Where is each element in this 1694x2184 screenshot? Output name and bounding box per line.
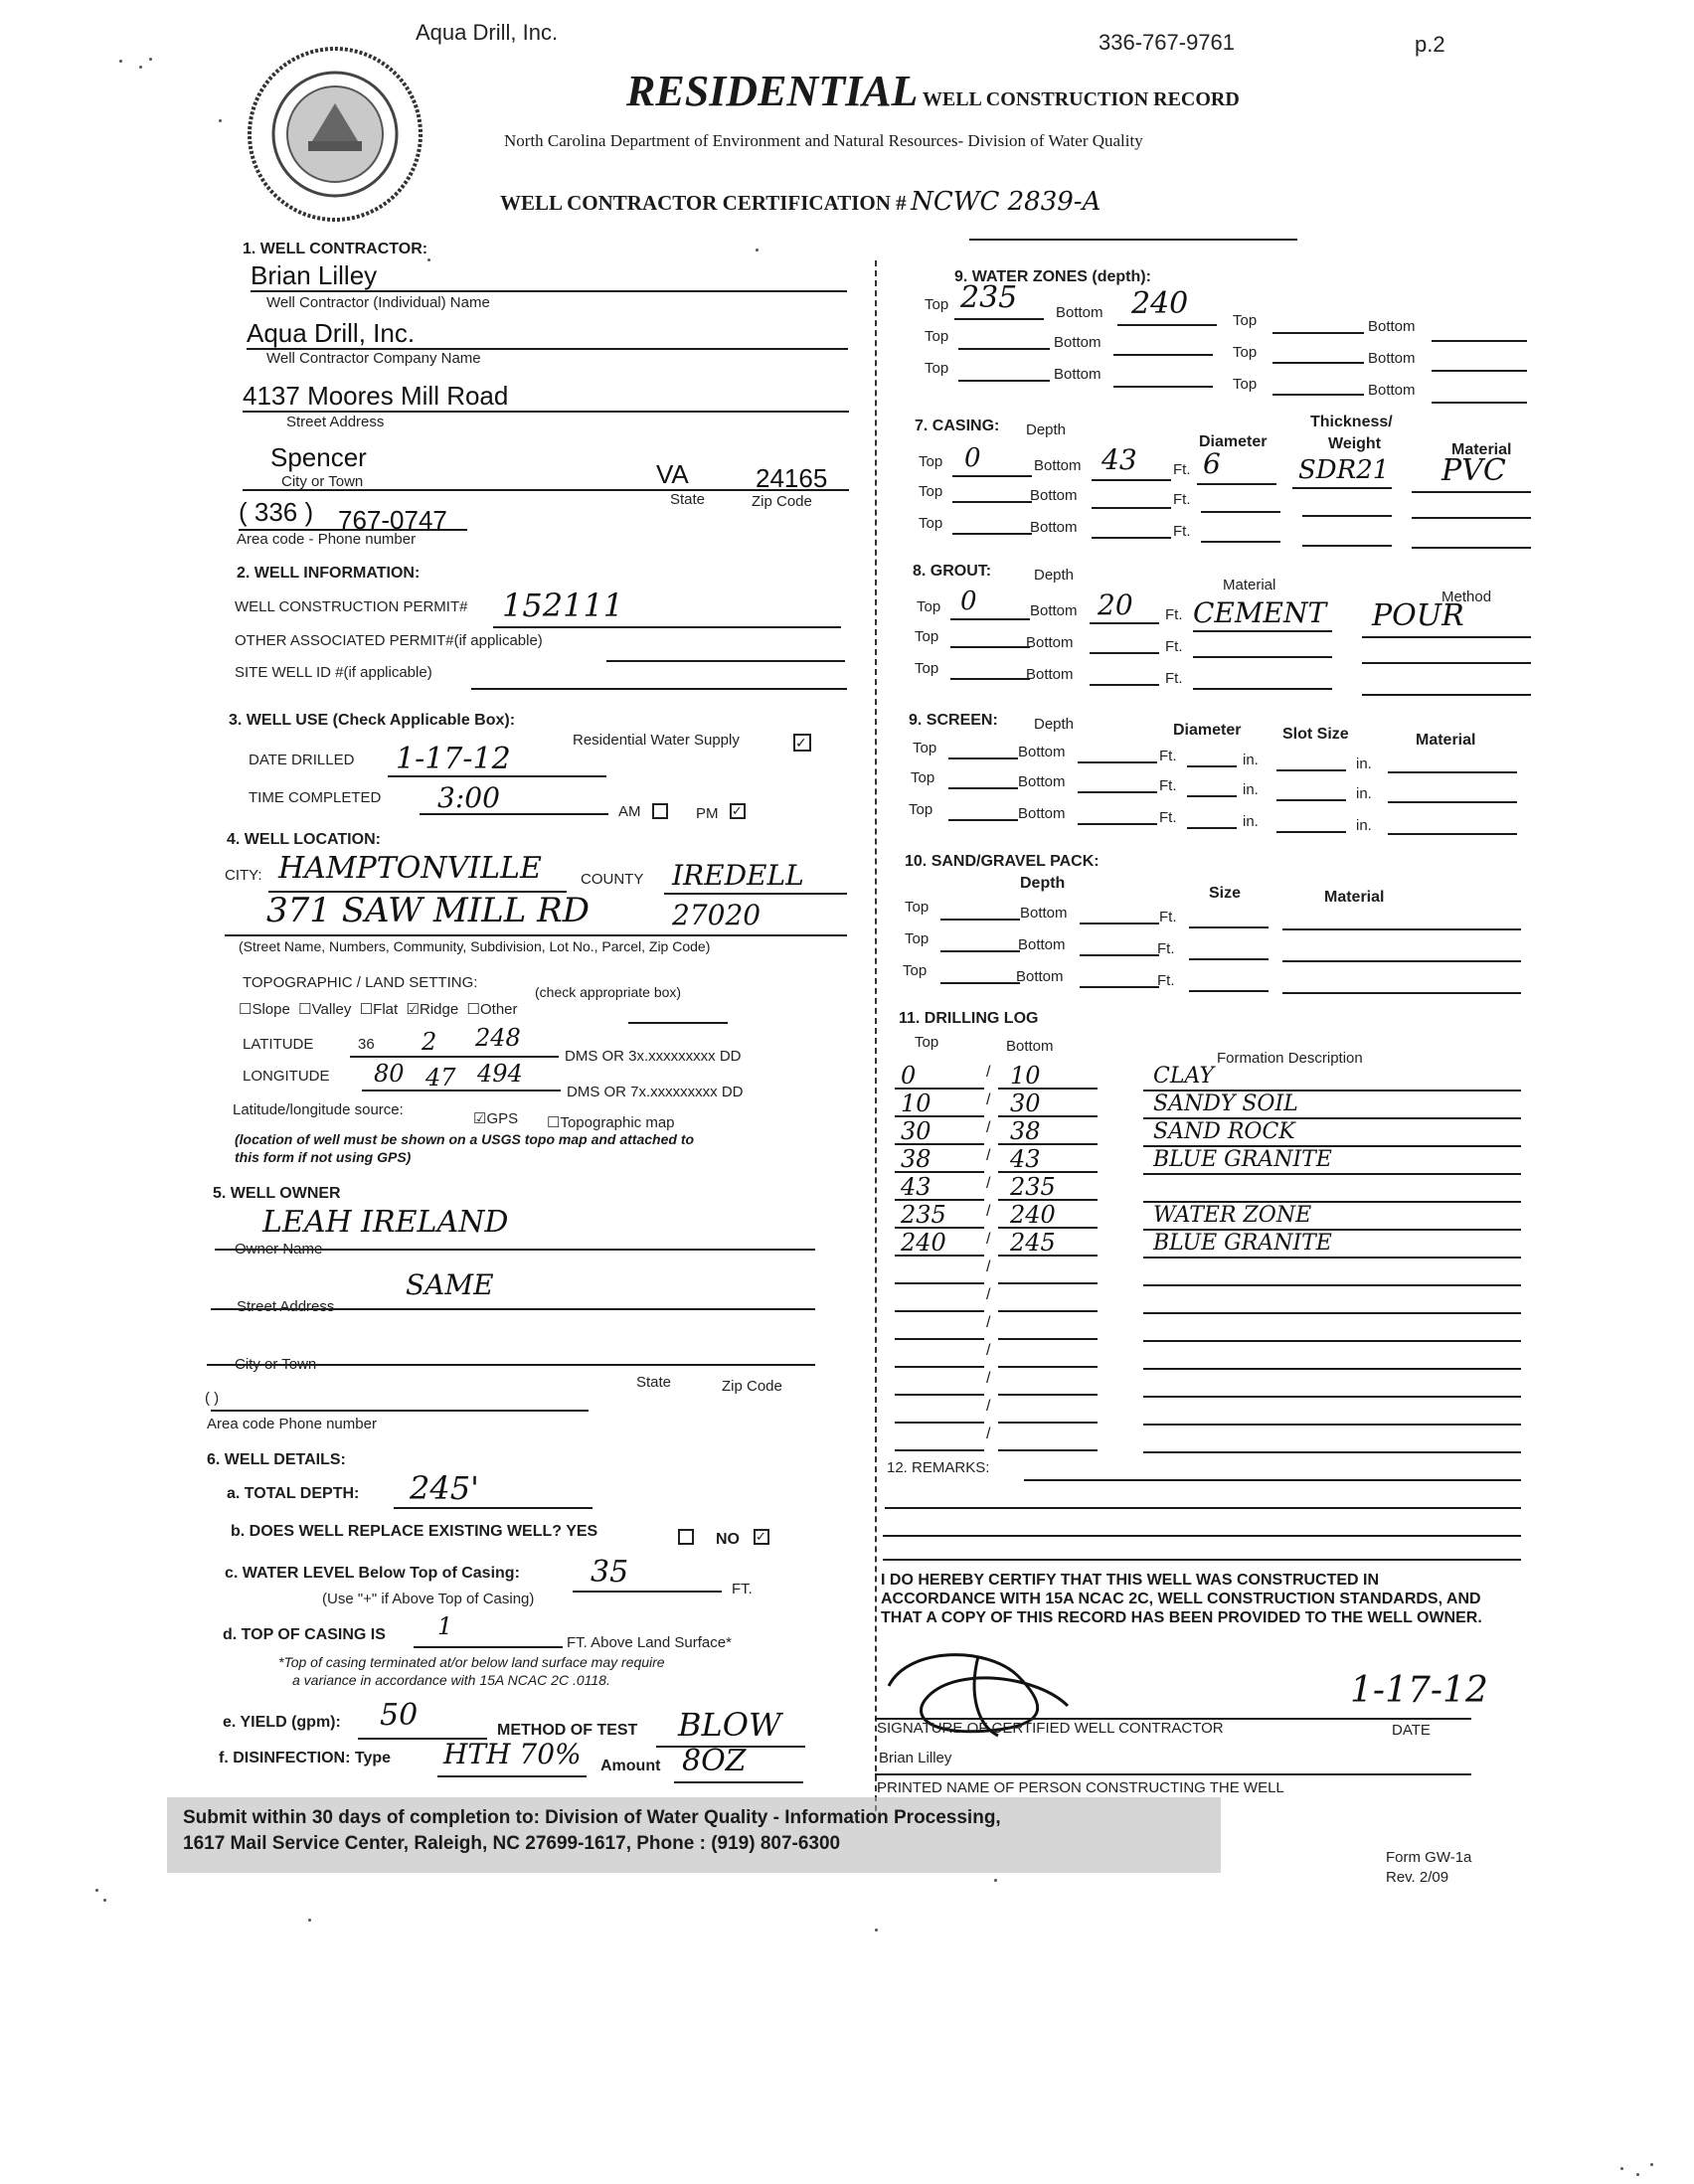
log-top-line bbox=[895, 1282, 984, 1284]
s4-heading: 4. WELL LOCATION: bbox=[227, 831, 381, 848]
latitude-deg: 36 bbox=[358, 1036, 375, 1053]
casing-material: PVC bbox=[1441, 453, 1506, 488]
contractor-area: ( 336 ) bbox=[239, 497, 314, 527]
disinfection-type: HTH 70% bbox=[443, 1738, 582, 1770]
latitude-sec: 248 bbox=[475, 1024, 521, 1052]
gps-checkbox[interactable]: ☑GPS bbox=[473, 1110, 519, 1127]
log-slash: / bbox=[986, 1175, 991, 1192]
s1-heading: 1. WELL CONTRACTOR: bbox=[243, 241, 428, 257]
log-slash: / bbox=[986, 1426, 991, 1442]
log-slash: / bbox=[986, 1203, 991, 1220]
printed-name: Brian Lilley bbox=[879, 1750, 952, 1766]
log-top-value: 43 bbox=[901, 1173, 932, 1201]
form-title: RESIDENTIAL WELL CONSTRUCTION RECORD bbox=[626, 67, 1240, 115]
log-top-line bbox=[895, 1449, 984, 1451]
log-slash: / bbox=[986, 1259, 991, 1275]
grout-method: POUR bbox=[1372, 598, 1464, 633]
scan-speck bbox=[1636, 2173, 1639, 2176]
log-slash: / bbox=[986, 1119, 991, 1136]
latitude-min: 2 bbox=[422, 1028, 437, 1056]
cert-underline bbox=[969, 239, 1297, 241]
yield: 50 bbox=[380, 1698, 419, 1733]
drilling-log-heading: 11. DRILLING LOG bbox=[899, 1010, 1039, 1027]
scan-speck bbox=[139, 66, 142, 69]
log-desc-line bbox=[1143, 1312, 1521, 1314]
grout-material: CEMENT bbox=[1193, 596, 1327, 629]
owner-name: LEAH IRELAND bbox=[262, 1205, 509, 1240]
scan-speck bbox=[1650, 2163, 1653, 2166]
log-desc-line bbox=[1143, 1340, 1521, 1342]
log-bottom-line bbox=[998, 1449, 1098, 1451]
use-checkbox[interactable]: ✓ bbox=[793, 734, 811, 752]
contractor-zip: 24165 bbox=[756, 463, 828, 493]
log-desc-value: SAND ROCK bbox=[1153, 1119, 1295, 1144]
screen-heading: 9. SCREEN: bbox=[909, 712, 998, 729]
cert-number: WELL CONTRACTOR CERTIFICATION # NCWC 2839-A bbox=[500, 187, 1101, 217]
scan-speck bbox=[308, 1919, 311, 1922]
log-top-line bbox=[895, 1310, 984, 1312]
log-desc-line bbox=[1143, 1173, 1521, 1175]
s6-heading: 6. WELL DETAILS: bbox=[207, 1451, 346, 1468]
water-level: 35 bbox=[591, 1555, 629, 1590]
scan-speck bbox=[994, 1879, 997, 1882]
submit-line-1: Submit within 30 days of completion to: Division of Water Quality - Information Processing, bbox=[183, 1807, 1001, 1828]
contractor-street: 4137 Moores Mill Road bbox=[243, 381, 509, 411]
log-bottom-line bbox=[998, 1310, 1098, 1312]
topomap-checkbox[interactable]: ☐Topographic map bbox=[547, 1114, 675, 1131]
log-slash: / bbox=[986, 1342, 991, 1359]
contractor-phone: 767-0747 bbox=[338, 505, 447, 535]
s3-heading: 3. WELL USE (Check Applicable Box): bbox=[229, 712, 516, 729]
log-desc-value: CLAY bbox=[1153, 1064, 1214, 1089]
log-bottom-value: 30 bbox=[1010, 1090, 1041, 1117]
dept-line: North Carolina Department of Environment and Natural Resources- Division of Water Quality bbox=[504, 131, 1143, 150]
log-slash: / bbox=[986, 1370, 991, 1387]
topo-options[interactable]: ☐Slope ☐Valley ☐Flat ☑Ridge ☐Other bbox=[239, 1001, 518, 1018]
water-zones-heading: 9. WATER ZONES (depth): bbox=[954, 268, 1151, 285]
certification-statement: I DO HEREBY CERTIFY THAT THIS WELL WAS CONSTRUCTED IN ACCORDANCE WITH 15A NCAC 2C, WELL CONSTRUCTION STANDARDS, AND THAT A COPY OF THIS RECORD HAS BEEN PROVIDED TO THE WELL OWNER. bbox=[881, 1572, 1482, 1626]
test-method: BLOW bbox=[678, 1706, 781, 1744]
fax-phone: 336-767-9761 bbox=[1099, 30, 1236, 55]
longitude-min: 47 bbox=[425, 1064, 456, 1092]
log-bottom-value: 235 bbox=[1010, 1173, 1056, 1201]
date-drilled: 1-17-12 bbox=[396, 742, 511, 776]
remarks-heading: 12. REMARKS: bbox=[887, 1459, 990, 1476]
log-desc-value: BLUE GRANITE bbox=[1153, 1147, 1332, 1172]
contractor-name: Brian Lilley bbox=[251, 260, 378, 290]
well-street: 371 SAW MILL RD bbox=[266, 891, 590, 930]
scan-speck bbox=[219, 119, 222, 122]
fax-page: p.2 bbox=[1415, 32, 1445, 57]
longitude-deg: 80 bbox=[374, 1060, 405, 1088]
casing-top: 0 bbox=[964, 443, 981, 473]
log-desc-value: WATER ZONE bbox=[1153, 1203, 1312, 1228]
wz-top-1: 235 bbox=[960, 280, 1018, 315]
disinfection-amount: 8OZ bbox=[682, 1744, 747, 1778]
contractor-state: VA bbox=[656, 459, 689, 489]
log-desc-line bbox=[1143, 1257, 1521, 1259]
sand-gravel-heading: 10. SAND/GRAVEL PACK: bbox=[905, 853, 1100, 870]
casing-heading: 7. CASING: bbox=[915, 418, 1000, 434]
casing-weight: SDR21 bbox=[1298, 455, 1390, 485]
pm-checkbox[interactable]: ✓ bbox=[730, 803, 746, 819]
log-desc-line bbox=[1143, 1396, 1521, 1398]
log-top-line bbox=[895, 1366, 984, 1368]
time-completed: 3:00 bbox=[437, 781, 500, 814]
log-top-value: 240 bbox=[901, 1229, 946, 1257]
casing-bottom: 43 bbox=[1101, 443, 1137, 476]
log-slash: / bbox=[986, 1286, 991, 1303]
fax-company: Aqua Drill, Inc. bbox=[416, 20, 559, 45]
log-desc-line bbox=[1143, 1368, 1521, 1370]
contractor-city: Spencer bbox=[270, 442, 367, 472]
log-bottom-value: 38 bbox=[1010, 1117, 1041, 1145]
log-top-line bbox=[895, 1338, 984, 1340]
contractor-company: Aqua Drill, Inc. bbox=[247, 318, 416, 348]
scan-speck bbox=[875, 1929, 878, 1932]
log-top-value: 30 bbox=[901, 1117, 932, 1145]
log-bottom-line bbox=[998, 1394, 1098, 1396]
log-slash: / bbox=[986, 1314, 991, 1331]
well-county: IREDELL bbox=[672, 859, 804, 892]
permit-number: 152111 bbox=[502, 587, 624, 624]
log-slash: / bbox=[986, 1064, 991, 1081]
form-revision: Rev. 2/09 bbox=[1386, 1869, 1449, 1886]
wz-bottom-1: 240 bbox=[1131, 286, 1189, 321]
s2-heading: 2. WELL INFORMATION: bbox=[237, 565, 421, 582]
log-desc-value: SANDY SOIL bbox=[1153, 1092, 1298, 1116]
log-top-value: 235 bbox=[901, 1201, 946, 1229]
grout-heading: 8. GROUT: bbox=[913, 563, 992, 580]
longitude-sec: 494 bbox=[477, 1060, 523, 1088]
total-depth: 245' bbox=[410, 1469, 479, 1507]
grout-bottom: 20 bbox=[1098, 588, 1133, 621]
well-zip: 27020 bbox=[672, 899, 762, 931]
scan-speck bbox=[103, 1899, 106, 1902]
log-desc-value: BLUE GRANITE bbox=[1153, 1231, 1332, 1256]
scan-speck bbox=[756, 249, 759, 252]
scan-speck bbox=[119, 60, 122, 63]
scan-speck bbox=[1620, 2167, 1623, 2170]
column-divider bbox=[875, 260, 877, 1811]
form-number: Form GW-1a bbox=[1386, 1849, 1472, 1866]
log-top-value: 38 bbox=[901, 1145, 932, 1173]
log-desc-line bbox=[1143, 1284, 1521, 1286]
log-bottom-line bbox=[998, 1366, 1098, 1368]
submit-line-2: 1617 Mail Service Center, Raleigh, NC 27699-1617, Phone : (919) 807-6300 bbox=[183, 1833, 841, 1854]
signature-date: 1-17-12 bbox=[1350, 1670, 1488, 1711]
log-top-value: 0 bbox=[901, 1062, 917, 1090]
log-top-value: 10 bbox=[901, 1090, 932, 1117]
scan-speck bbox=[149, 58, 152, 61]
owner-street: SAME bbox=[406, 1268, 494, 1301]
log-bottom-value: 10 bbox=[1010, 1062, 1041, 1090]
am-checkbox[interactable] bbox=[652, 803, 668, 819]
log-bottom-value: 43 bbox=[1010, 1145, 1041, 1173]
log-bottom-line bbox=[998, 1282, 1098, 1284]
top-of-casing: 1 bbox=[437, 1612, 453, 1640]
log-slash: / bbox=[986, 1231, 991, 1248]
log-top-line bbox=[895, 1394, 984, 1396]
log-top-line bbox=[895, 1422, 984, 1424]
scan-speck bbox=[427, 258, 430, 261]
log-bottom-line bbox=[998, 1338, 1098, 1340]
log-desc-line bbox=[1143, 1451, 1521, 1453]
log-bottom-value: 245 bbox=[1010, 1229, 1056, 1257]
nc-seal-icon bbox=[243, 42, 427, 227]
scan-speck bbox=[95, 1889, 98, 1892]
replace-no-checkbox[interactable]: ✓ bbox=[754, 1529, 769, 1545]
replace-yes-checkbox[interactable] bbox=[678, 1529, 694, 1545]
owner-area: ( ) bbox=[205, 1390, 220, 1407]
log-bottom-line bbox=[998, 1422, 1098, 1424]
log-slash: / bbox=[986, 1147, 991, 1164]
log-slash: / bbox=[986, 1092, 991, 1108]
casing-diameter: 6 bbox=[1203, 447, 1221, 480]
well-city: HAMPTONVILLE bbox=[278, 851, 542, 886]
s5-heading: 5. WELL OWNER bbox=[213, 1185, 341, 1202]
log-slash: / bbox=[986, 1398, 991, 1415]
grout-top: 0 bbox=[960, 587, 977, 616]
log-bottom-value: 240 bbox=[1010, 1201, 1056, 1229]
log-desc-line bbox=[1143, 1424, 1521, 1426]
